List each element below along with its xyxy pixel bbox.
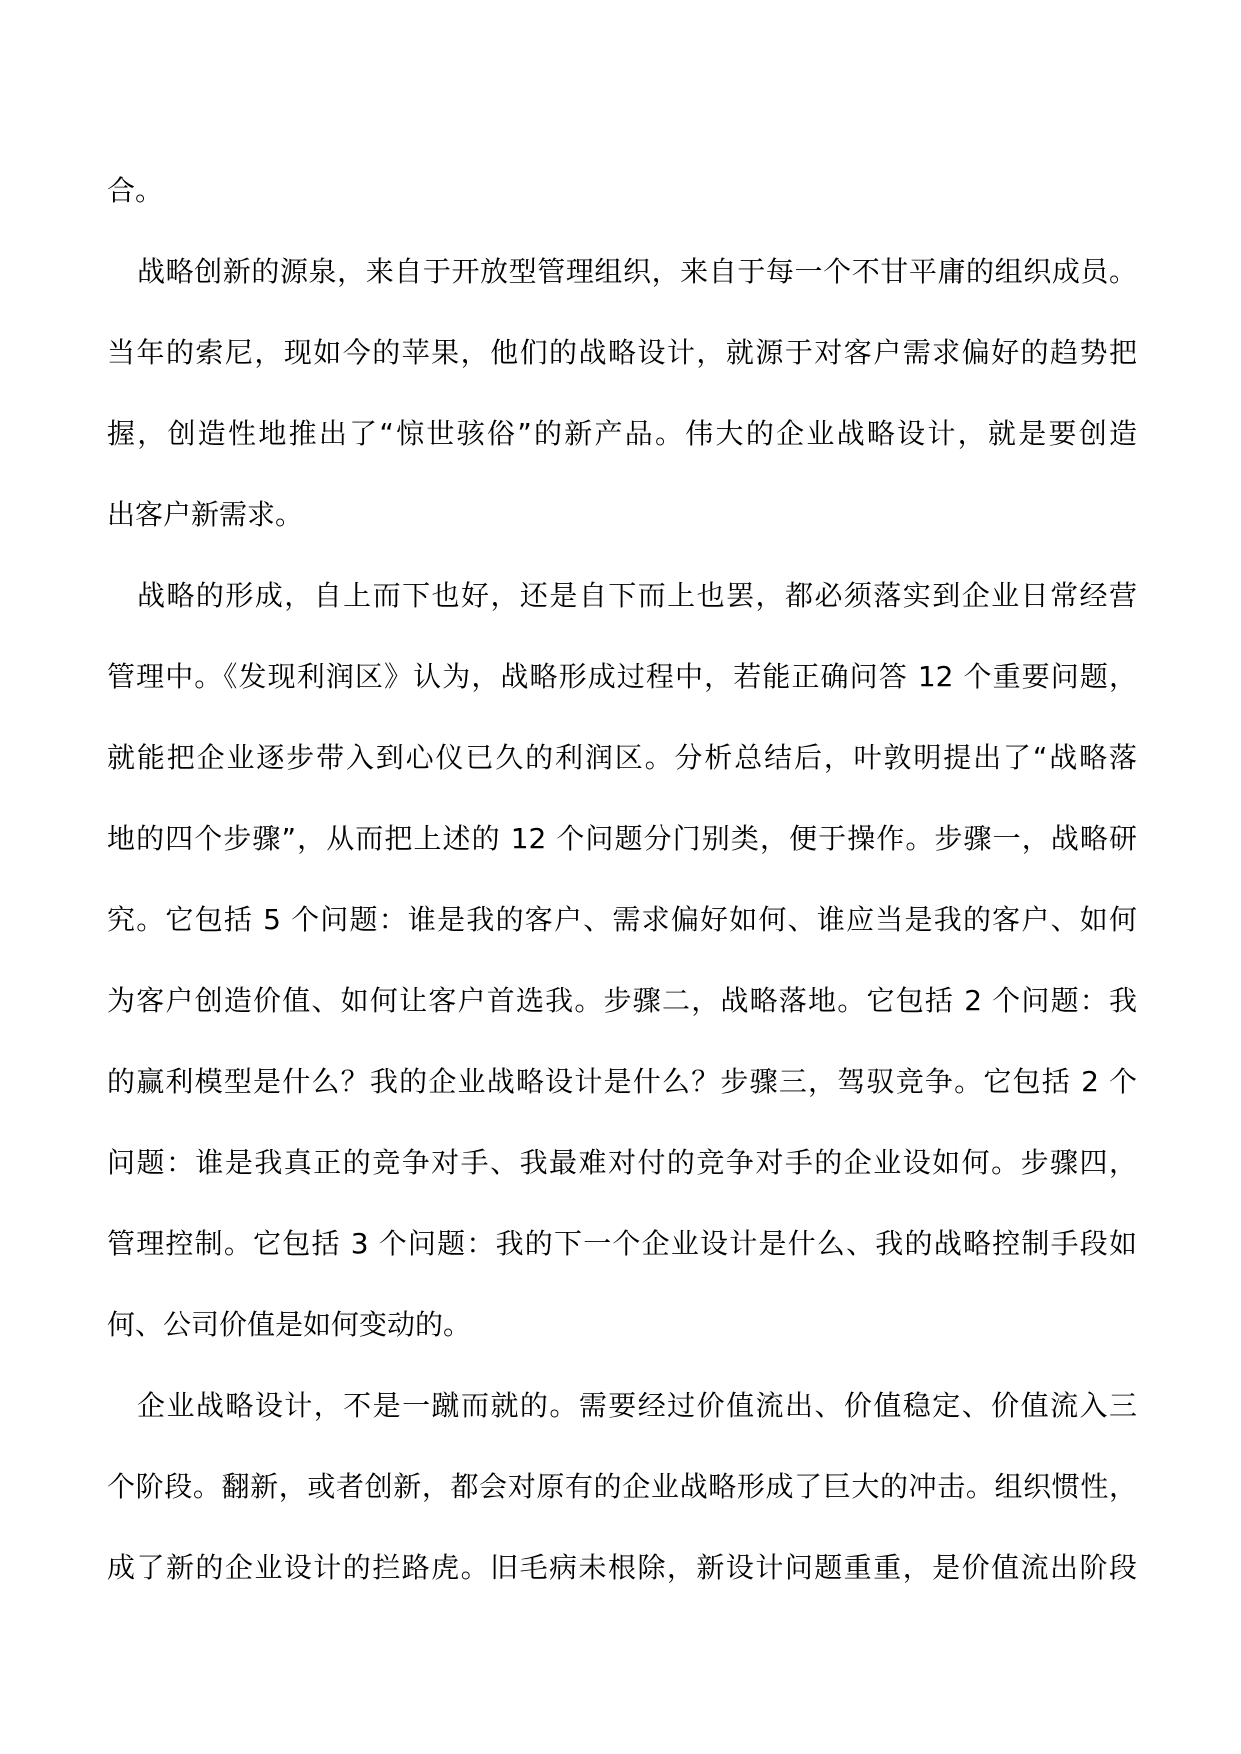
text-line: 就能把企业逐步带入到心仪已久的利润区。分析总结后，叶敦明提出了“战略落	[107, 741, 1137, 774]
text-line: 个阶段。翻新，或者创新，都会对原有的企业战略形成了巨大的冲击。组织惯性，	[107, 1470, 1137, 1503]
text-line: 管理中。《发现利润区》认为，战略形成过程中，若能正确问答 12 个重要问题，	[107, 660, 1137, 693]
document-body	[107, 150, 1137, 1608]
text-line: 当年的索尼，现如今的苹果，他们的战略设计，就源于对客户需求偏好的趋势把	[107, 336, 1137, 369]
text-line: 地的四个步骤”，从而把上述的 12 个问题分门别类，便于操作。步骤一，战略研	[107, 822, 1137, 855]
text-line: 握，创造性地推出了“惊世骇俗”的新产品。伟大的企业战略设计，就是要创造	[107, 417, 1137, 450]
text-line: 合。	[107, 174, 164, 207]
text-line: 成了新的企业设计的拦路虎。旧毛病未根除，新设计问题重重，是价值流出阶段	[107, 1551, 1137, 1584]
text-line: 管理控制。它包括 3 个问题：我的下一个企业设计是什么、我的战略控制手段如	[107, 1227, 1137, 1260]
text-line: 战略的形成，自上而下也好，还是自下而上也罢，都必须落实到企业日常经营	[137, 579, 1137, 612]
text-line: 企业战略设计，不是一蹴而就的。需要经过价值流出、价值稳定、价值流入三	[137, 1389, 1137, 1422]
text-line: 问题：谁是我真正的竞争对手、我最难对付的竞争对手的企业设如何。步骤四，	[107, 1146, 1137, 1179]
text-line: 战略创新的源泉，来自于开放型管理组织，来自于每一个不甘平庸的组织成员。	[137, 255, 1137, 288]
text-line: 出客户新需求。	[107, 498, 304, 531]
text-line: 为客户创造价值、如何让客户首选我。步骤二，战略落地。它包括 2 个问题：我	[107, 984, 1137, 1017]
text-line: 究。它包括 5 个问题：谁是我的客户、需求偏好如何、谁应当是我的客户、如何	[107, 903, 1137, 936]
text-line: 的赢利模型是什么？我的企业战略设计是什么？步骤三，驾驭竞争。它包括 2 个	[107, 1065, 1137, 1098]
text-line: 何、公司价值是如何变动的。	[107, 1308, 472, 1341]
